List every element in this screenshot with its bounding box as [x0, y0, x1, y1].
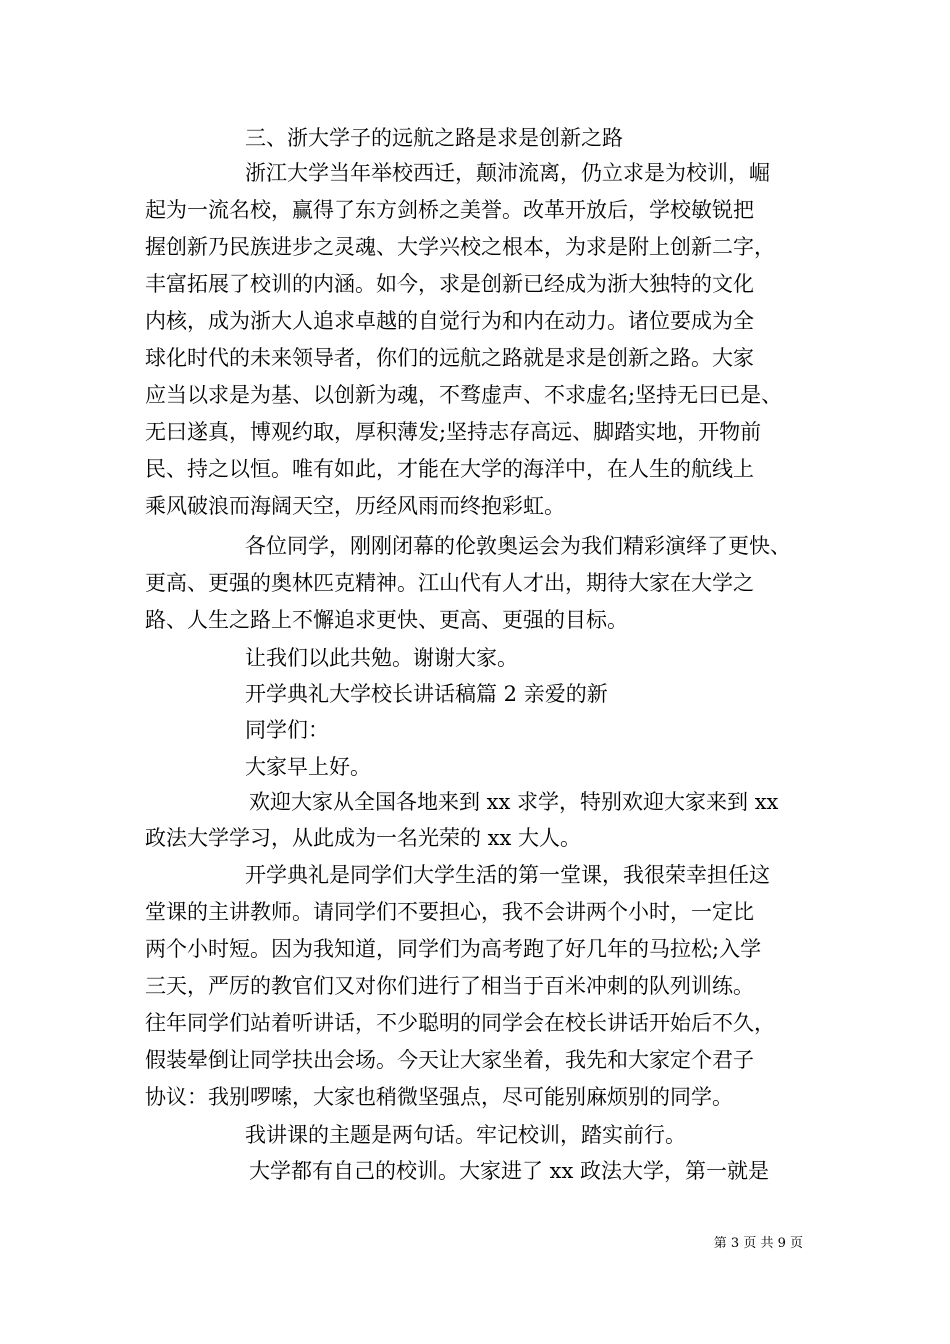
- text-line: 球化时代的未来领导者，你们的远航之路就是求是创新之路。大家: [145, 346, 754, 370]
- text-line: 开学典礼大学校长讲话稿篇 2 亲爱的新: [245, 682, 608, 706]
- text-line: 协议：我别啰嗦，大家也稍微坚强点，尽可能别麻烦别的同学。: [145, 1085, 733, 1109]
- text-line: 丰富拓展了校训的内涵。如今，求是创新已经成为浙大独特的文化: [145, 272, 754, 296]
- text-line: 两个小时短。因为我知道，同学们为高考跑了好几年的马拉松;入学: [145, 937, 762, 961]
- text-line: 更高、更强的奥林匹克精神。江山代有人才出，期待大家在大学之: [145, 571, 754, 595]
- text-line: 握创新乃民族进步之灵魂、大学兴校之根本，为求是附上创新二字，: [145, 235, 775, 259]
- text-line: 浙江大学当年举校西迁，颠沛流离，仍立求是为校训，崛: [245, 161, 770, 185]
- text-line: 我讲课的主题是两句话。牢记校训，踏实前行。: [245, 1123, 686, 1147]
- text-line: 往年同学们站着听讲话，不少聪明的同学会在校长讲话开始后不久，: [145, 1011, 775, 1035]
- text-line: 内核，成为浙大人追求卓越的自觉行为和内在动力。诸位要成为全: [145, 309, 754, 333]
- text-line: 路、人生之路上不懈追求更快、更高、更强的目标。: [145, 608, 628, 632]
- text-line: 开学典礼是同学们大学生活的第一堂课，我很荣幸担任这: [245, 863, 770, 887]
- text-line: 假装晕倒让同学扶出会场。今天让大家坐着，我先和大家定个君子: [145, 1048, 754, 1072]
- text-line: 同学们：: [245, 718, 329, 742]
- text-line: 各位同学，刚刚闭幕的伦敦奥运会为我们精彩演绎了更快、: [245, 534, 791, 558]
- text-line: 大家早上好。: [245, 755, 371, 779]
- text-line: 政法大学学习，从此成为一名光荣的 xx 大人。: [145, 826, 582, 850]
- page-number: 第 3 页 共 9 页: [713, 1236, 803, 1251]
- text-line: 应当以求是为基、以创新为魂，不骛虚声、不求虚名;坚持无曰已是、: [145, 383, 783, 407]
- text-line: 大学都有自己的校训。大家进了 xx 政法大学，第一就是: [249, 1159, 770, 1183]
- text-line: 起为一流名校，赢得了东方剑桥之美誉。改革开放后，学校敏锐把: [145, 198, 754, 222]
- text-line: 欢迎大家从全国各地来到 xx 求学，特别欢迎大家来到 xx: [249, 790, 779, 814]
- text-line: 民、持之以恒。唯有如此，才能在大学的海洋中，在人生的航线上: [145, 457, 754, 481]
- text-line: 乘风破浪而海阔天空，历经风雨而终抱彩虹。: [145, 494, 565, 518]
- section-heading: 三、浙大学子的远航之路是求是创新之路: [245, 126, 623, 150]
- text-line: 堂课的主讲教师。请同学们不要担心，我不会讲两个小时，一定比: [145, 900, 754, 924]
- text-line: 无曰遂真，博观约取，厚积薄发;坚持志存高远、脚踏实地，开物前: [145, 420, 762, 444]
- text-line: 三天，严厉的教官们又对你们进行了相当于百米冲刺的队列训练。: [145, 974, 754, 998]
- text-line: 让我们以此共勉。谢谢大家。: [245, 646, 518, 670]
